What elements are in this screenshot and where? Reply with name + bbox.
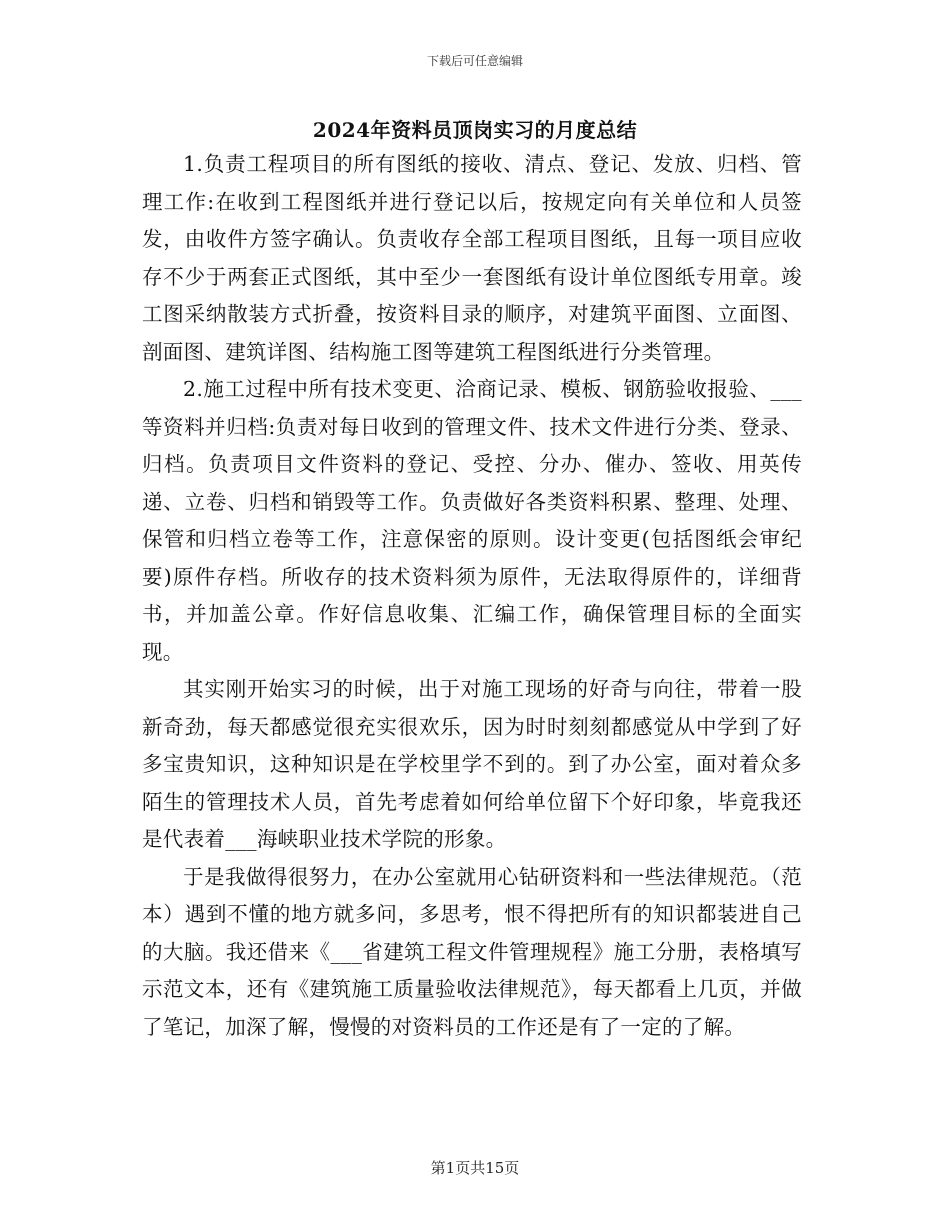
page-footer: 第1页共15页 xyxy=(430,1159,520,1177)
paragraph-2: 2.施工过程中所有技术变更、洽商记录、模板、钢筋验收报验、___等资料并归档:负责对每日收到的管理文件、技术文件进行分类、登录、归档。负责项目文件资料的登记、受控、分办、催办、签收、用英传递、立卷、归档和销毁等工作。负责做好各类资料积累、整理、处理、保管和归档立卷等工作，注意保密的原则。设计变更(包括图纸会审纪要)原件存档。所收存的技术资料须为原件，无法取得原件的，详细背书，并加盖公章。作好信息收集、汇编工作，确保管理目标的全面实现。 xyxy=(142,377,802,664)
paragraph-1: 1.负责工程项目的所有图纸的接收、清点、登记、发放、归档、管理工作:在收到工程图纸并进行登记以后，按规定向有关单位和人员签发，由收件方签字确认。负责收存全部工程项目图纸，且每一项目应收存不少于两套正式图纸，其中至少一套图纸有设计单位图纸专用章。竣工图采纳散装方式折叠，按资料目录的顺序，对建筑平面图、立面图、剖面图、建筑详图、结构施工图等建筑工程图纸进行分类管理。 xyxy=(142,152,802,364)
document-body xyxy=(142,146,802,1046)
document-title: 2024年资料员顶岗实习的月度总结 xyxy=(312,118,638,142)
paragraph-3: 其实刚开始实习的时候，出于对施工现场的好奇与向往，带着一股新奇劲，每天都感觉很充实很欢乐，因为时时刻刻都感觉从中学到了好多宝贵知识，这种知识是在学校里学不到的。到了办公室，面对着众多陌生的管理技术人员，首先考虑着如何给单位留下个好印象，毕竟我还是代表着___海峡职业技术学院的形象。 xyxy=(142,677,802,851)
header-note: 下载后可任意编辑 xyxy=(426,54,523,68)
paragraph-4: 于是我做得很努力，在办公室就用心钻研资料和一些法律规范。（范本）遇到不懂的地方就多问，多思考，恨不得把所有的知识都装进自己的大脑。我还借来《___省建筑工程文件管理规程》施工分册，表格填写示范文本，还有《建筑施工质量验收法律规范》，每天都看上几页，并做了笔记，加深了解，慢慢的对资料员的工作还是有了一定的了解。 xyxy=(142,864,802,1039)
